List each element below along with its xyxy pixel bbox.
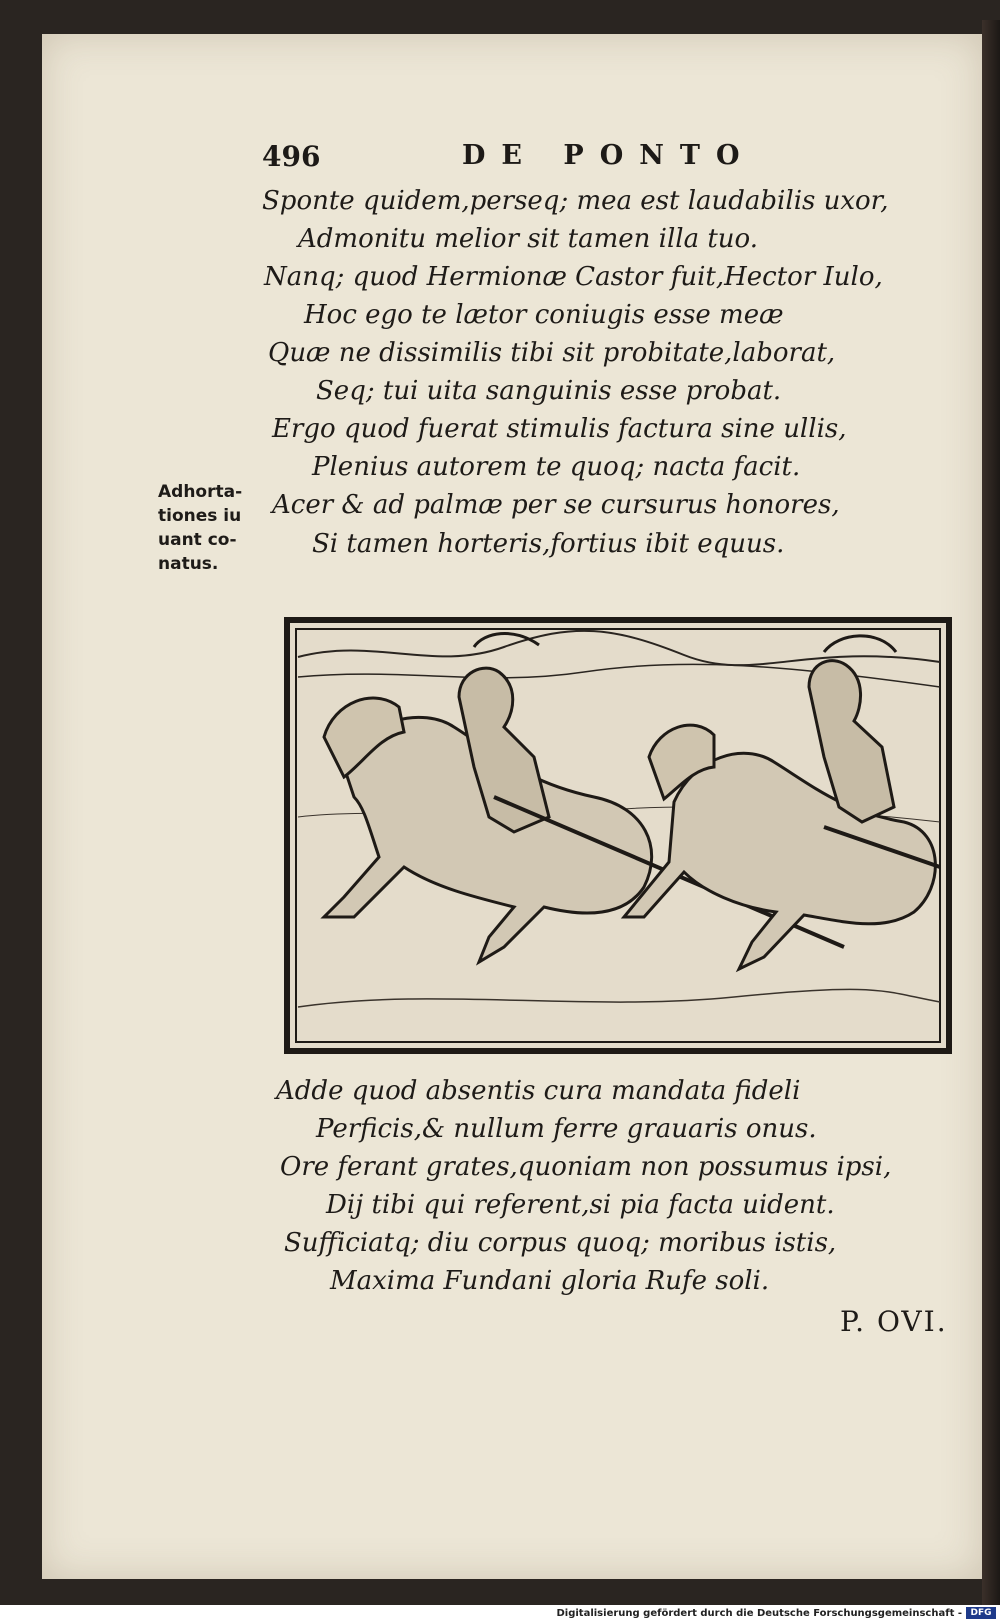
dfg-logo-icon: DFG bbox=[966, 1607, 996, 1619]
catchword: P. OVI. bbox=[840, 1305, 948, 1338]
verse-line: Dij tibi qui referent,si pia facta uident. bbox=[326, 1190, 835, 1220]
verse-line: Acer & ad palmæ per se cursurus honores, bbox=[272, 490, 840, 520]
running-head: DE PONTO bbox=[462, 140, 756, 171]
page-header bbox=[0, 140, 1000, 180]
woodcut-two-horsemen-icon bbox=[284, 617, 952, 1054]
marginal-note-line: uant co- bbox=[158, 530, 237, 550]
verse-line: Adde quod absentis cura mandata fideli bbox=[276, 1076, 801, 1106]
verse-line: Ergo quod fuerat stimulis factura sine ullis, bbox=[272, 414, 847, 444]
folio-number: 496 bbox=[262, 140, 321, 173]
verse-line: Admonitu melior sit tamen illa tuo. bbox=[298, 224, 759, 254]
verse-line: Si tamen horteris,fortius ibit equus. bbox=[312, 529, 785, 559]
verse-line: Ore ferant grates,quoniam non possumus ipsi, bbox=[280, 1152, 892, 1182]
footer-bar bbox=[0, 1605, 1000, 1620]
verse-line: Seq; tui uita sanguinis esse probat. bbox=[316, 376, 782, 406]
verse-line: Hoc ego te lætor coniugis esse meæ bbox=[304, 300, 784, 330]
verse-line: Sufficiatq; diu corpus quoq; moribus istis, bbox=[284, 1228, 837, 1258]
verse-line: Nanq; quod Hermionæ Castor fuit,Hector Iulo, bbox=[264, 262, 883, 292]
verse-line: Maxima Fundani gloria Rufe soli. bbox=[330, 1266, 770, 1296]
marginal-note bbox=[158, 480, 268, 576]
marginal-note-line: Adhorta- bbox=[158, 482, 243, 502]
verse-line: Sponte quidem,perseq; mea est laudabilis uxor, bbox=[262, 186, 889, 216]
marginal-note-line: natus. bbox=[158, 554, 219, 574]
verse-line: Plenius autorem te quoq; nacta facit. bbox=[312, 452, 801, 482]
verse-line: Quæ ne dissimilis tibi sit probitate,laborat, bbox=[268, 338, 836, 368]
verse-line: Perficis,& nullum ferre grauaris onus. bbox=[316, 1114, 817, 1144]
digitization-credit: Digitalisierung gefördert durch die Deutsche Forschungsgemeinschaft - bbox=[556, 1608, 962, 1619]
book-binding-edge bbox=[982, 20, 1000, 1605]
marginal-note-line: tiones iu bbox=[158, 506, 242, 526]
